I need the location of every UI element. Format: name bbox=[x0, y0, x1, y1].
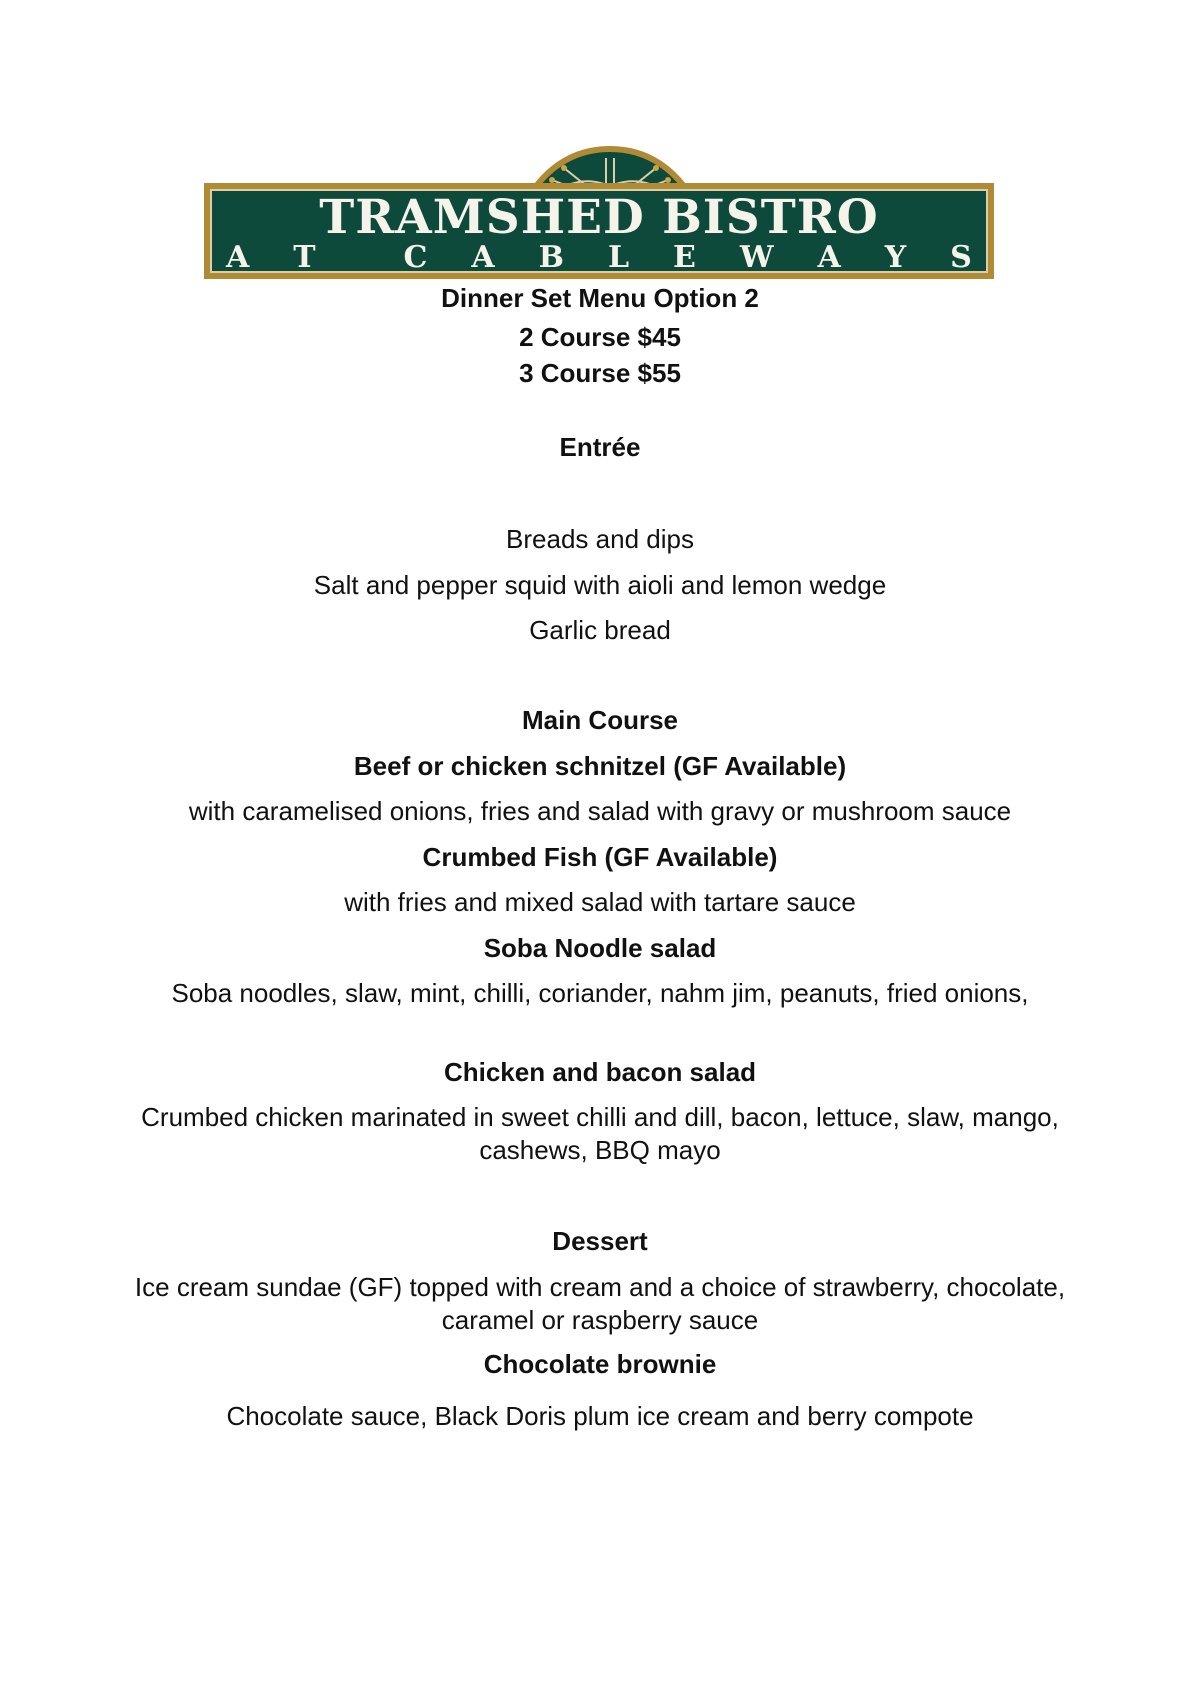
logo-frame bbox=[204, 183, 994, 279]
main-item-name: Beef or chicken schnitzel (GF Available) bbox=[353, 751, 847, 781]
logo-title: TRAMSHED BISTRO bbox=[319, 190, 879, 245]
main-item-desc: Soba noodles, slaw, mint, chilli, coriander, nahm jim, peanuts, fried onions, bbox=[171, 978, 1029, 1008]
logo-subtitle bbox=[226, 241, 972, 275]
entree-item: Salt and pepper squid with aioli and lemon wedge bbox=[313, 570, 887, 600]
dessert-item-desc: Ice cream sundae (GF) topped with cream and a choice of strawberry, chocolate, caramel or raspberry sauce bbox=[134, 1272, 1066, 1335]
restaurant-logo bbox=[204, 144, 994, 279]
logo-letter: W bbox=[739, 240, 774, 275]
section-heading-entree: Entrée bbox=[559, 432, 641, 462]
main-item-name: Crumbed Fish (GF Available) bbox=[422, 842, 778, 872]
logo-letter: A bbox=[471, 240, 495, 275]
logo-letter: B bbox=[538, 240, 564, 275]
main-item-desc: with caramelised onions, fries and salad with gravy or mushroom sauce bbox=[188, 796, 1012, 826]
entree-item: Breads and dips bbox=[506, 524, 694, 554]
main-item-desc: Crumbed chicken marinated in sweet chilli and dill, bacon, lettuce, slaw, mango, cashews, BBQ mayo bbox=[141, 1102, 1059, 1165]
logo-letter: Y bbox=[884, 240, 907, 275]
entree-item: Garlic bread bbox=[529, 615, 671, 645]
price-3-course: 3 Course $55 bbox=[519, 358, 681, 388]
dessert-item-name: Chocolate brownie bbox=[483, 1349, 717, 1379]
logo-letter: C bbox=[403, 240, 428, 275]
menu-title: Dinner Set Menu Option 2 bbox=[441, 283, 759, 313]
logo-letter: A bbox=[226, 240, 250, 275]
main-item-name: Chicken and bacon salad bbox=[443, 1057, 757, 1087]
logo-letter: S bbox=[950, 240, 972, 275]
section-heading-main: Main Course bbox=[521, 705, 679, 735]
main-item-desc: with fries and mixed salad with tartare sauce bbox=[344, 887, 856, 917]
logo-letter: A bbox=[817, 240, 841, 275]
logo-letter: T bbox=[293, 240, 316, 275]
main-item-name: Soba Noodle salad bbox=[483, 933, 717, 963]
logo-panel bbox=[210, 189, 988, 273]
price-2-course: 2 Course $45 bbox=[519, 322, 681, 352]
logo-letter: E bbox=[673, 240, 696, 275]
dessert-item-desc: Chocolate sauce, Black Doris plum ice cream and berry compote bbox=[226, 1401, 974, 1431]
section-heading-dessert: Dessert bbox=[552, 1226, 648, 1256]
logo-letter: L bbox=[607, 240, 630, 275]
